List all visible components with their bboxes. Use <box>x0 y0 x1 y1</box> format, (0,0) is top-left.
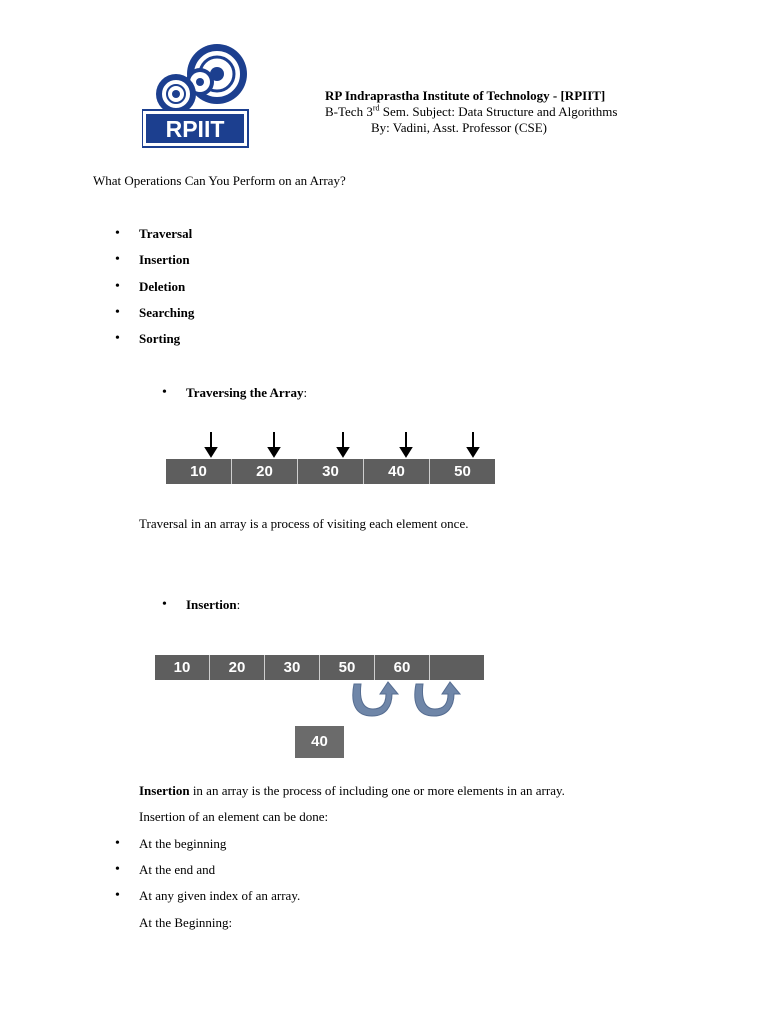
bullet-icon: • <box>115 862 120 877</box>
down-arrow-head-icon <box>401 448 411 456</box>
operation-item: Deletion <box>139 279 186 294</box>
insertion-description-rest: in an array is the process of including one or more elements in an array. <box>189 783 565 798</box>
insertion-option: At the beginning <box>139 836 227 851</box>
curved-arrow-icon <box>353 682 398 716</box>
course-line <box>325 104 617 120</box>
array-cell: 20 <box>210 655 265 680</box>
down-arrow-head-icon <box>468 448 478 456</box>
traversal-arrows <box>166 432 496 458</box>
bullet-icon: • <box>115 836 120 851</box>
operation-item: Searching <box>139 305 195 320</box>
traversal-heading-colon: : <box>303 385 308 400</box>
down-arrow-head-icon <box>338 448 348 456</box>
empty-array-cell <box>430 655 484 680</box>
traversal-heading <box>186 385 307 401</box>
operation-item: Traversal <box>139 226 193 241</box>
array-cell: 10 <box>155 655 210 680</box>
insertion-description <box>139 783 565 799</box>
rpiit-logo <box>142 42 250 148</box>
array-cell: 50 <box>430 459 495 484</box>
array-cell: 50 <box>320 655 375 680</box>
bullet-icon: • <box>162 597 167 612</box>
bullet-icon: • <box>115 888 120 903</box>
bullet-icon: • <box>115 331 120 346</box>
operation-item: Insertion <box>139 252 190 267</box>
course-prefix: B-Tech 3 <box>325 104 373 119</box>
author-line: By: Vadini, Asst. Professor (CSE) <box>371 120 547 135</box>
down-arrow-head-icon <box>206 448 216 456</box>
bullet-icon: • <box>115 279 120 294</box>
insertion-description-bold: Insertion <box>139 783 190 798</box>
traversal-description: Traversal in an array is a process of visiting each element once. <box>139 516 469 531</box>
shift-arrows <box>346 680 471 720</box>
array-cell: 30 <box>265 655 320 680</box>
institute-name: RP Indraprastha Institute of Technology - [RPIIT] <box>325 88 606 103</box>
new-element-box: 40 <box>295 726 344 758</box>
insertion-heading-colon: : <box>236 597 241 612</box>
insertion-heading-text: Insertion <box>186 597 237 612</box>
at-beginning-heading: At the Beginning: <box>139 915 233 930</box>
array-cell: 60 <box>375 655 430 680</box>
array-cell: 20 <box>232 459 298 484</box>
course-superscript: rd <box>372 103 380 113</box>
bullet-icon: • <box>115 252 120 267</box>
bullet-icon: • <box>115 305 120 320</box>
logo-text: RPIIT <box>165 116 225 142</box>
insertion-option: At the end and <box>139 862 216 877</box>
insertion-intro: Insertion of an element can be done: <box>139 809 329 824</box>
course-suffix: Sem. Subject: Data Structure and Algorithms <box>379 104 618 119</box>
down-arrow-head-icon <box>269 448 279 456</box>
question-heading: What Operations Can You Perform on an Array? <box>93 173 346 188</box>
traversal-heading-text: Traversing the Array <box>186 385 304 400</box>
bullet-icon: • <box>162 385 167 400</box>
insertion-heading <box>186 597 240 613</box>
insertion-option: At any given index of an array. <box>139 888 301 903</box>
operation-item: Sorting <box>139 331 181 346</box>
array-cell: 40 <box>364 459 430 484</box>
curved-arrow-icon <box>415 682 460 716</box>
array-cell: 30 <box>298 459 364 484</box>
array-cell: 10 <box>166 459 232 484</box>
bullet-icon: • <box>115 226 120 241</box>
